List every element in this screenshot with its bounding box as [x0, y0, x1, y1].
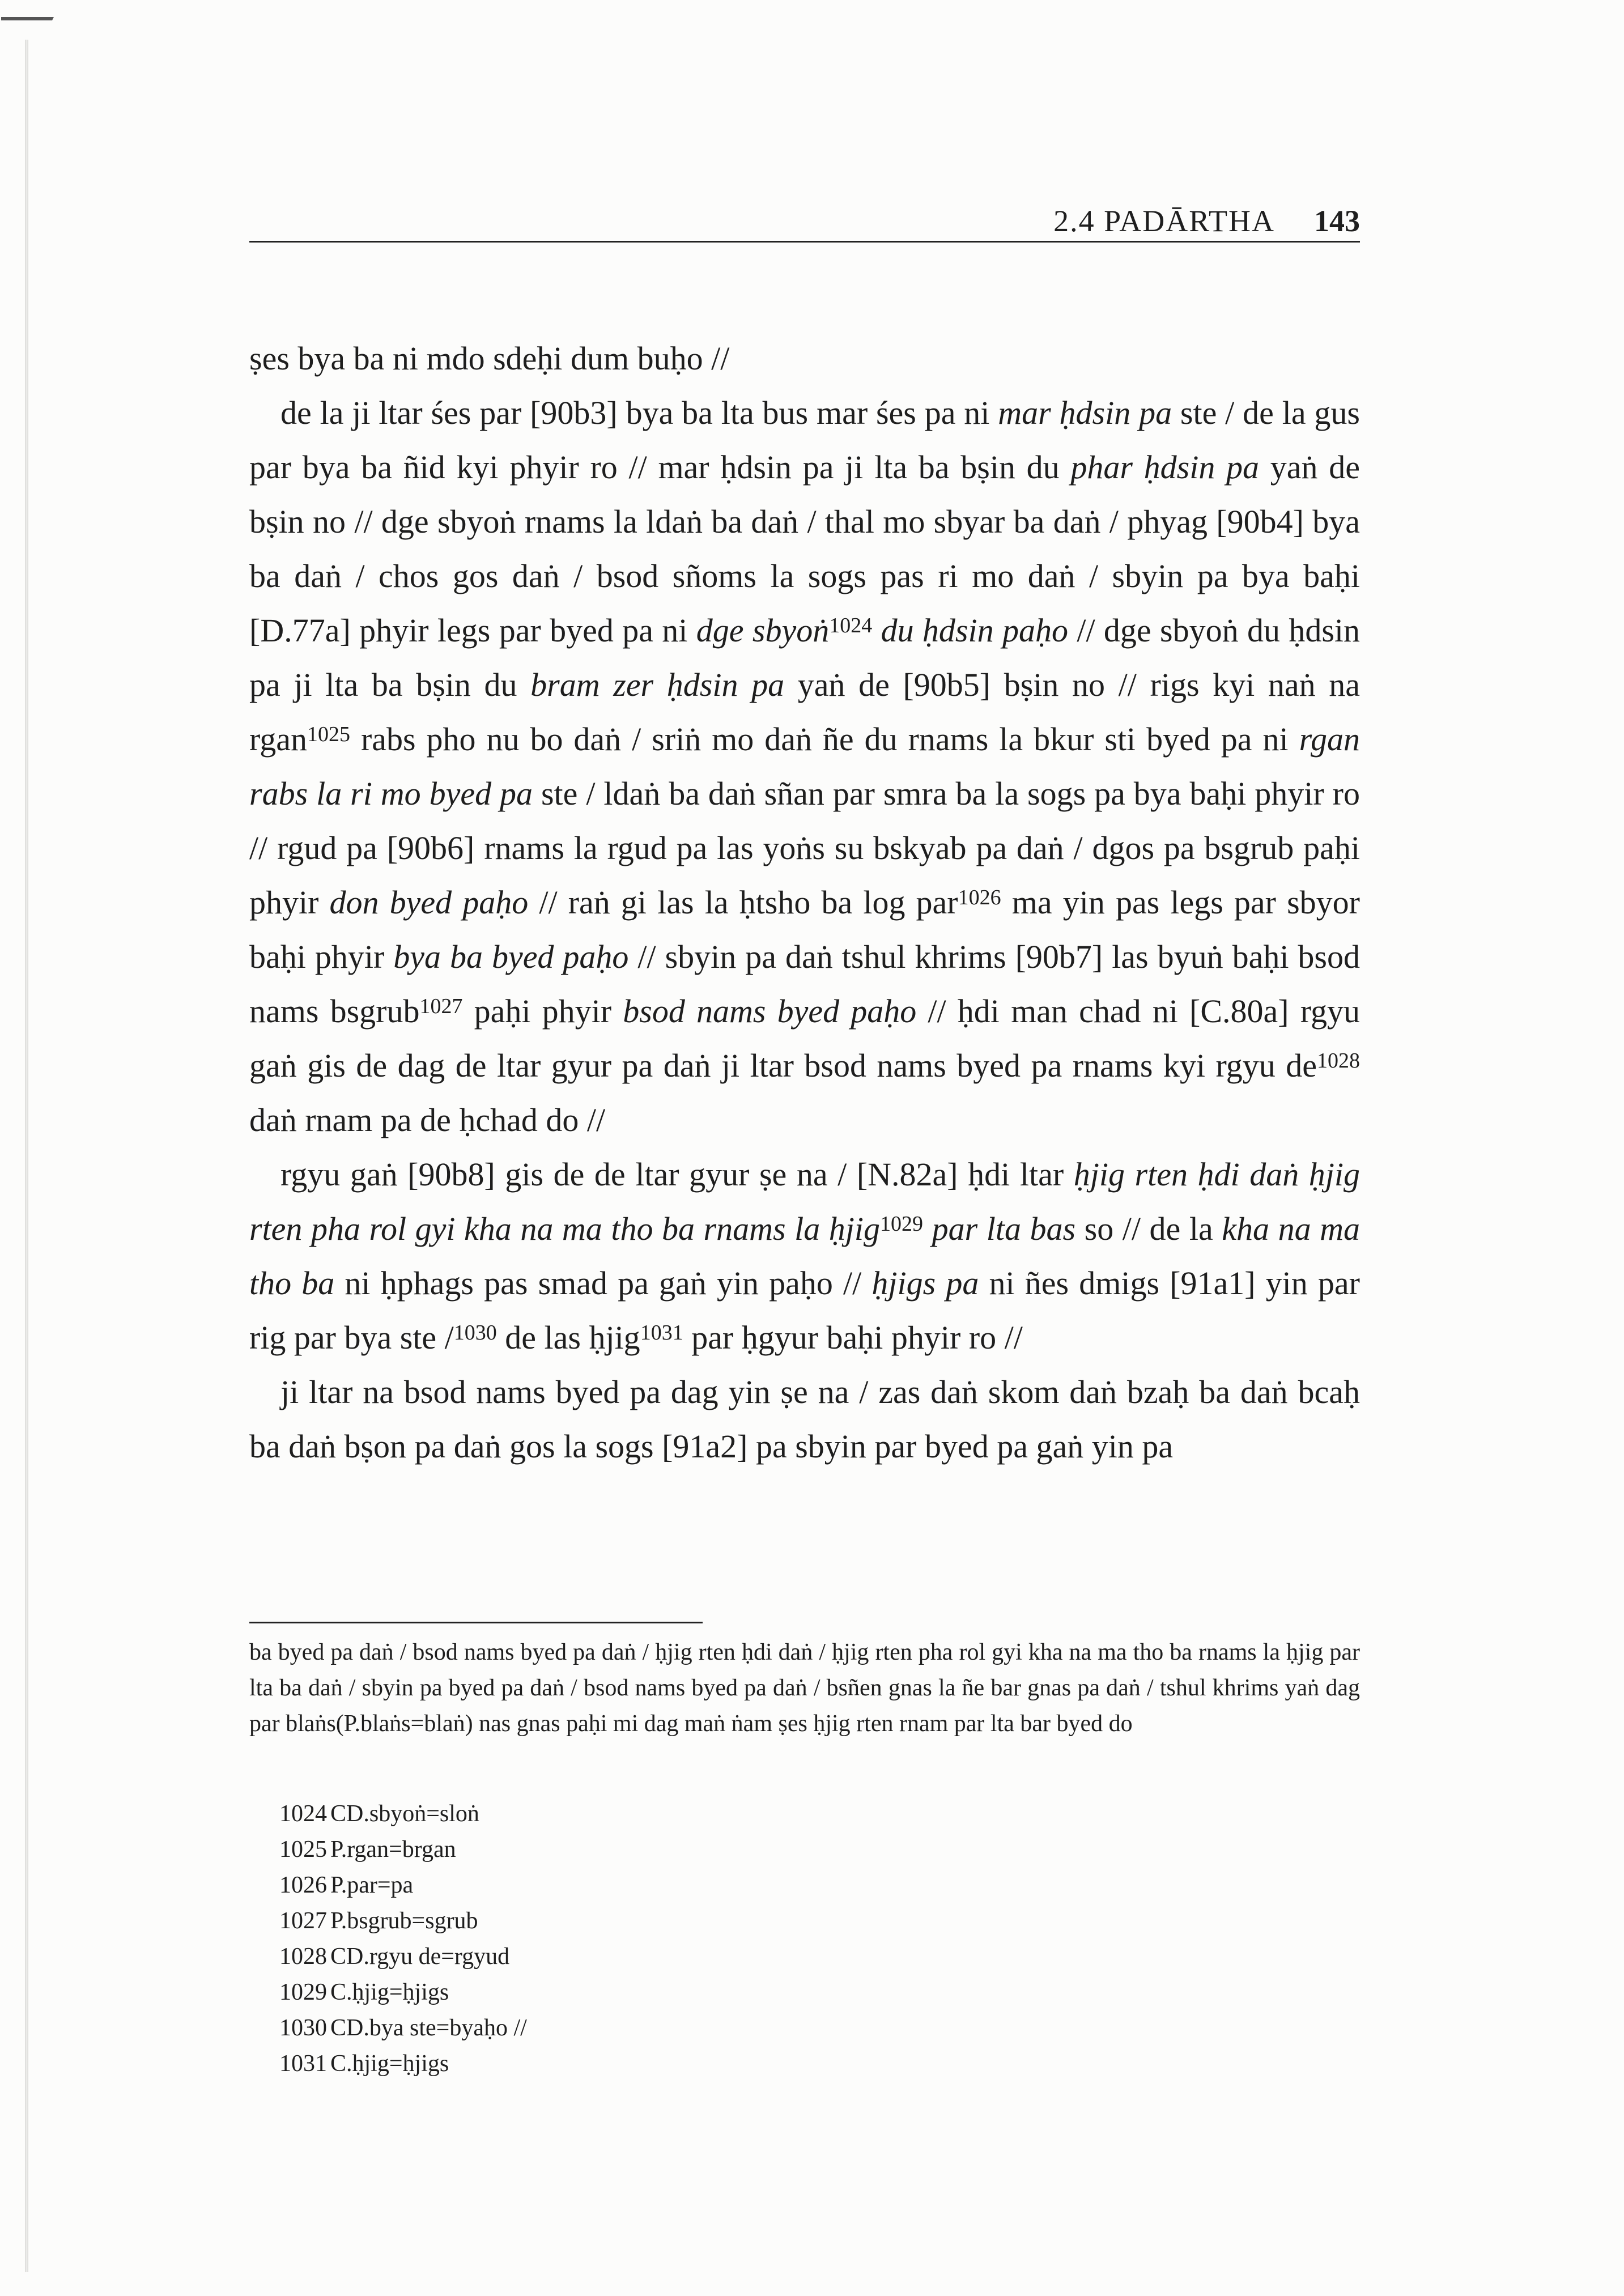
footnote-number: 1025 [279, 1836, 327, 1863]
page-number: 143 [1314, 204, 1360, 238]
italic-term: bram zer ḥdsin pa [530, 666, 785, 703]
footnote-number: 1029 [279, 1979, 327, 2005]
footnote-ref: 1028 [1317, 1049, 1360, 1073]
text-run: par ḥgyur baḥi phyir ro // [683, 1319, 1023, 1356]
footnote-1026 [279, 1868, 1073, 1903]
text-run: ste / de la gus par bya ba ñid kyi phyir ro // mar ḥdsin pa ji lta ba bṣin du [249, 394, 1360, 486]
text-run: de la ji ltar śes par [90b3] bya ba lta bus mar śes pa ni [280, 394, 998, 431]
footnote-number: 1031 [279, 2051, 327, 2077]
footnote-text: P.bsgrub=sgrub [330, 1908, 478, 1934]
italic-term: kha na ma tho ba [249, 1210, 1361, 1302]
text-run: ni ḥphags pas smad pa gaṅ yin paḥo // [334, 1265, 872, 1302]
footnote-1025 [279, 1832, 1073, 1868]
page-binding-edge [25, 40, 28, 2272]
italic-term: mar ḥdsin pa [998, 394, 1172, 431]
italic-term: ḥjigs pa [871, 1265, 979, 1302]
footnote-ref: 1029 [880, 1212, 924, 1236]
italic-term: par lta bas [923, 1210, 1076, 1247]
footnote-continuation: ba byed pa daṅ / bsod nams byed pa daṅ / ḥjig rten ḥdi daṅ / ḥjig rten pha rol gyi kha na ma tho ba rnams la ḥjig par lta ba daṅ / sbyin pa byed pa daṅ / bsod nams byed pa daṅ / bsñen gnas la ñe bar gnas pa daṅ / tshul khrims yaṅ dag par blaṅs(P.blaṅs=blaṅ) nas gnas paḥi mi dag maṅ ṅam ṣes ḥjig rten rnam par lta bar byed do [249, 1639, 1360, 1737]
footnote-text: P.par=pa [330, 1872, 414, 1898]
footnote-ref: 1031 [640, 1321, 683, 1345]
text-run: ma yin pas legs par sbyor baḥi phyir [249, 884, 1360, 975]
footnote-1029 [279, 1975, 1073, 2010]
footnote-1028 [279, 1939, 1073, 1975]
text-run: // dge sbyoṅ du ḥdsin pa ji lta ba bṣin du [249, 612, 1361, 703]
text-run: ste / ldaṅ ba daṅ sñan par smra ba la sogs pa bya baḥi phyir ro // rgud pa [90b6] rnams la rgud pa las yoṅs su bskyab pa daṅ / dgos pa bsgrub paḥi phyir [249, 775, 1360, 921]
italic-term: du ḥdsin paḥo [872, 612, 1068, 649]
footnote-text: CD.sbyoṅ=sloṅ [330, 1801, 479, 1827]
footnote-number: 1026 [279, 1872, 327, 1898]
footnote-number: 1024 [279, 1801, 327, 1827]
text-run: // raṅ gi las la ḥtsho ba log par [528, 884, 958, 921]
text-run: so // de la [1075, 1210, 1222, 1247]
footnote-divider [249, 1622, 703, 1623]
running-title: 2.4 PADĀRTHA [1053, 204, 1275, 238]
main-text [249, 331, 1360, 1474]
text-run: paḥi phyir [462, 993, 623, 1030]
text-run: // ḥdi man chad ni [C.80a] rgyu gaṅ gis de dag de ltar gyur pa daṅ ji ltar bsod nams byed pa rnams kyi rgyu de [249, 993, 1360, 1084]
text-run: ni ñes dmigs [91a1] yin par rig par bya ste / [249, 1265, 1360, 1356]
text-run: yaṅ de bṣin no // dge sbyoṅ rnams la ldaṅ ba daṅ / thal mo sbyar ba daṅ / phyag [90b4] bya ba daṅ / chos gos daṅ / bsod sñoms la sogs pas ri mo daṅ / sbyin pa bya baḥi [D.77a] phyir legs par byed pa ni [249, 449, 1360, 649]
running-header [249, 201, 1360, 243]
footnote-1027 [279, 1903, 1073, 1939]
italic-term: don byed paḥo [329, 884, 529, 921]
paragraph-2 [249, 386, 1360, 1147]
italic-term: bsod nams byed paḥo [623, 993, 917, 1030]
footnote-text: CD.rgyu de=rgyud [330, 1944, 510, 1970]
footnote-text: P.rgan=brgan [330, 1836, 456, 1863]
footnote-ref: 1026 [958, 886, 1001, 909]
footnote-ref: 1024 [829, 614, 873, 637]
italic-term: bya ba byed paḥo [393, 938, 629, 975]
footnote-number: 1027 [279, 1908, 327, 1934]
text-run: daṅ rnam pa de ḥchad do // [249, 1102, 606, 1138]
paragraph-1 [249, 331, 1360, 386]
italic-term: rgan rabs la ri mo byed pa [249, 721, 1360, 812]
text-run: // sbyin pa daṅ tshul khrims [90b7] las byuṅ baḥi bsod nams bsgrub [249, 938, 1360, 1030]
footnote-ref: 1027 [419, 994, 463, 1018]
text-run: de las ḥjig [496, 1319, 640, 1356]
footnote-1031 [279, 2046, 1073, 2082]
footnote-text: CD.bya ste=byaḥo // [330, 2015, 527, 2041]
footnote-text: C.ḥjig=ḥjigs [330, 1979, 449, 2005]
paragraph-3 [249, 1147, 1360, 1365]
text-run: ṣes bya ba ni mdo sdeḥi dum buḥo // [249, 340, 730, 377]
italic-term: ḥjig rten ḥdi daṅ ḥjig rten pha rol gyi kha na ma tho ba rnams la ḥjig [249, 1156, 1360, 1247]
paragraph-4 [249, 1365, 1360, 1474]
footnote-1024 [279, 1796, 1073, 1832]
footnote-number: 1030 [279, 2015, 327, 2041]
footnote-number: 1028 [279, 1944, 327, 1970]
footnote-list [279, 1796, 1073, 2082]
text-run: rgyu gaṅ [90b8] gis de de ltar gyur ṣe na / [N.82a] ḥdi ltar [280, 1156, 1074, 1193]
footnote-text: C.ḥjig=ḥjigs [330, 2051, 449, 2077]
italic-term: phar ḥdsin pa [1070, 449, 1260, 486]
italic-term: dge sbyoṅ [696, 612, 830, 649]
text-run: rabs pho nu bo daṅ / sriṅ mo daṅ ñe du rnams la bkur sti byed pa ni [350, 721, 1299, 758]
text-run: ji ltar na bsod nams byed pa dag yin ṣe na / zas daṅ skom daṅ bzaḥ ba daṅ bcaḥ ba daṅ bṣon pa daṅ gos la sogs [91a2] pa sbyin par byed pa gaṅ yin pa [249, 1374, 1360, 1465]
footnote-ref: 1025 [307, 722, 351, 746]
footnote-1030 [279, 2010, 1073, 2046]
binding-mark [1, 17, 54, 60]
footnote-ref: 1030 [453, 1321, 497, 1345]
text-run: yaṅ de [90b5] bṣin no // rigs kyi naṅ na rgan [249, 666, 1360, 758]
